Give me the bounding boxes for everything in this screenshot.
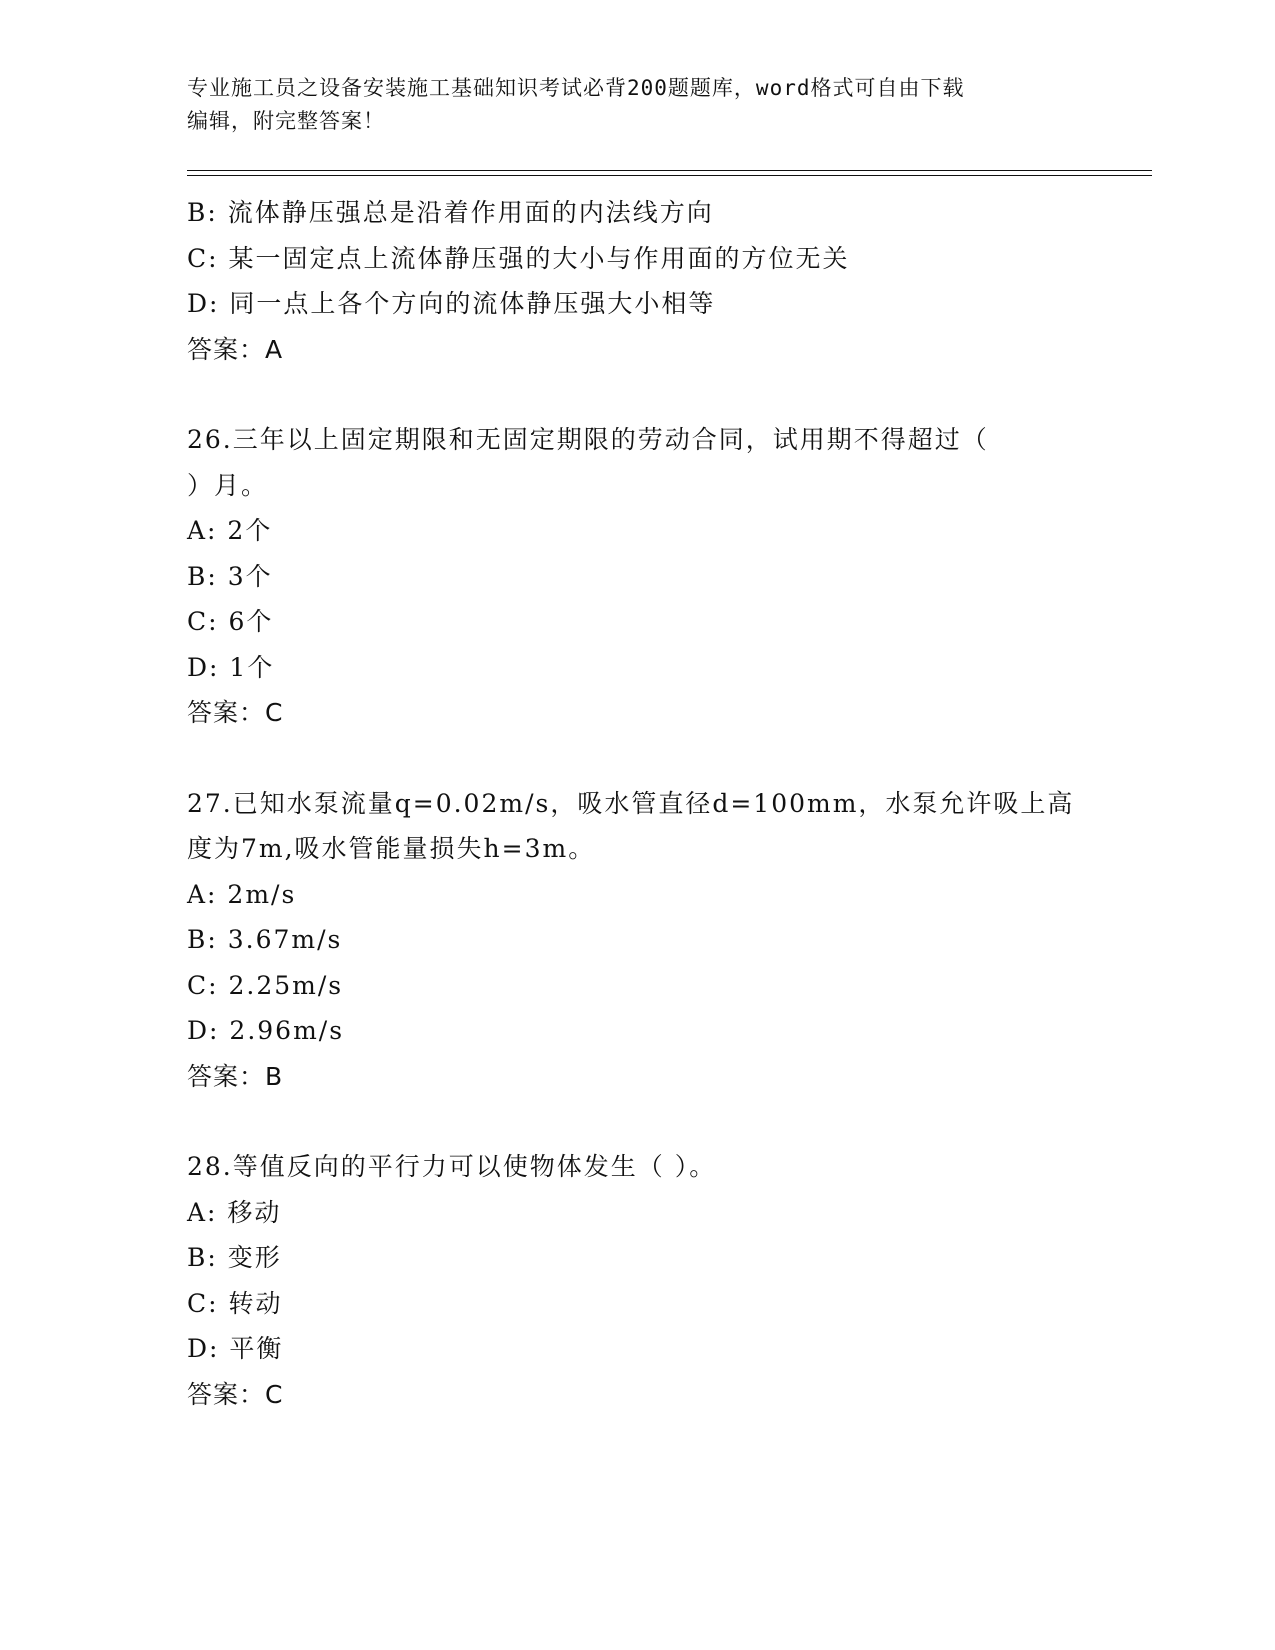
question-stem-line-2: 度为7m,吸水管能量损失h=3m。 bbox=[187, 834, 596, 863]
question-25 bbox=[187, 190, 1087, 372]
option-b: B: 变形 bbox=[187, 1243, 282, 1272]
answer-label: 答案：A bbox=[187, 334, 284, 364]
question-26 bbox=[187, 417, 1087, 736]
question-stem-line-2: ）月。 bbox=[187, 470, 269, 500]
question-27 bbox=[187, 781, 1087, 1100]
answer-label: 答案：B bbox=[187, 1061, 284, 1091]
option-c: C: 6个 bbox=[187, 607, 274, 636]
question-list bbox=[187, 190, 1087, 1417]
option-c: C: 2.25m/s bbox=[187, 970, 344, 1000]
answer-label: 答案：C bbox=[187, 1379, 284, 1409]
header-title-line-2: 编辑，附完整答案！ bbox=[187, 109, 385, 133]
question-stem-line-1: 26.三年以上固定期限和无固定期限的劳动合同，试用期不得超过（ bbox=[187, 425, 989, 454]
header-divider-top bbox=[187, 170, 1152, 171]
option-a: A: 2个 bbox=[187, 516, 273, 545]
document-header bbox=[187, 72, 1087, 138]
question-stem-line-1: 27.已知水泵流量q=0.02m/s，吸水管直径d=100mm，水泵允许吸上高 bbox=[187, 788, 1075, 818]
option-c: C: 转动 bbox=[187, 1288, 283, 1318]
option-d: D: 平衡 bbox=[187, 1334, 284, 1363]
option-b: B: 3个 bbox=[187, 561, 273, 591]
option-d: D: 1个 bbox=[187, 652, 275, 682]
answer-label: 答案：C bbox=[187, 698, 284, 727]
question-28 bbox=[187, 1144, 1087, 1417]
option-c: C: 某一固定点上流体静压强的大小与作用面的方位无关 bbox=[187, 243, 850, 273]
question-stem-line-1: 28.等值反向的平行力可以使物体发生（ ）。 bbox=[187, 1152, 717, 1181]
header-divider-bottom bbox=[187, 175, 1152, 176]
option-b: B: 流体静压强总是沿着作用面的内法线方向 bbox=[187, 198, 714, 227]
option-d: D: 同一点上各个方向的流体静压强大小相等 bbox=[187, 289, 716, 318]
option-a: A: 移动 bbox=[187, 1197, 282, 1227]
option-d: D: 2.96m/s bbox=[187, 1016, 345, 1045]
header-title-line-1: 专业施工员之设备安装施工基础知识考试必背200题题库，word格式可自由下载 bbox=[187, 76, 965, 100]
option-b: B: 3.67m/s bbox=[187, 925, 343, 954]
option-a: A: 2m/s bbox=[187, 879, 297, 909]
